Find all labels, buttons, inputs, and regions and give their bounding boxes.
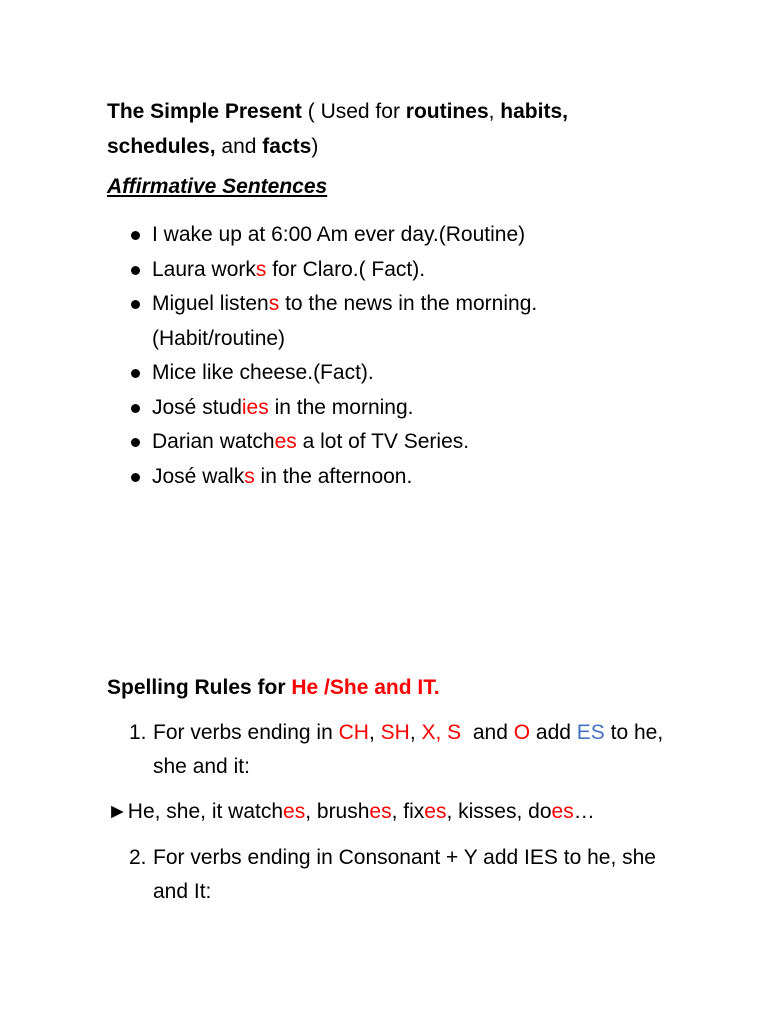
rule-number: 2. xyxy=(129,846,147,869)
example-suffix: es xyxy=(551,800,574,823)
rule-part: to he, she and it: xyxy=(153,721,664,778)
title-main: The Simple Present xyxy=(107,100,302,123)
title-schedules: schedules, xyxy=(107,135,216,158)
bullet-icon xyxy=(131,300,140,309)
rule-text xyxy=(129,716,669,784)
item-suffix: s xyxy=(268,292,280,315)
title-text: , xyxy=(488,100,501,123)
example-suffix: es xyxy=(369,800,392,823)
item-suffix: s xyxy=(244,464,255,488)
example-list xyxy=(107,218,667,494)
rule-text: For verbs ending in Consonant + Y add IES to he, she and It: xyxy=(153,846,656,903)
item-text: José stud xyxy=(152,395,242,419)
item-suffix: s xyxy=(255,257,267,281)
list-item xyxy=(107,253,667,288)
title-text: ( Used for xyxy=(301,100,406,123)
example-part: , fix xyxy=(391,800,425,823)
item-text: a lot of TV Series. xyxy=(296,430,470,453)
bullet-icon xyxy=(131,369,140,378)
item-suffix: ies xyxy=(241,395,269,419)
item-text: Darian watch xyxy=(152,430,275,453)
ending-sh: SH xyxy=(380,721,410,744)
ending-ch: CH xyxy=(338,721,369,744)
item-text: to the news in the morning. (Habit/routine) xyxy=(152,292,538,350)
item-text: Mice like cheese.(Fact). xyxy=(152,361,374,384)
list-item xyxy=(107,356,667,391)
item-text: in the morning. xyxy=(268,395,414,419)
example-line xyxy=(107,797,595,827)
rule-2 xyxy=(129,841,669,909)
bullet-icon xyxy=(131,231,140,240)
rule-part: add xyxy=(530,721,577,744)
example-part: … xyxy=(573,800,595,823)
title-text: ) xyxy=(311,135,319,158)
rule-1 xyxy=(129,716,669,784)
example-part: He, she, it watch xyxy=(127,800,284,823)
list-item xyxy=(107,391,667,426)
ending-x-s: X, S xyxy=(421,721,462,744)
item-suffix: es xyxy=(274,430,297,453)
list-item xyxy=(107,218,667,253)
example-part: , kisses, do xyxy=(446,800,552,823)
spelling-rules-heading xyxy=(107,673,440,703)
list-item xyxy=(107,460,667,495)
suffix-es: ES xyxy=(576,721,605,744)
title-text: and xyxy=(215,135,263,158)
rule-part: and xyxy=(461,721,514,744)
list-item xyxy=(107,287,667,356)
item-text: Miguel listen xyxy=(152,292,269,315)
bullet-icon xyxy=(131,404,140,413)
section-heading: Affirmative Sentences xyxy=(107,175,328,198)
title-routines: routines xyxy=(405,100,489,123)
example-suffix: es xyxy=(283,800,306,823)
item-text: José walk xyxy=(152,464,245,488)
heading-highlight: He /She and IT. xyxy=(291,676,440,699)
item-text: for Claro.( Fact). xyxy=(266,257,426,281)
rule-number: 1. xyxy=(129,721,147,744)
rule-part: , xyxy=(409,721,422,744)
arrow-icon: ► xyxy=(107,800,128,823)
rule-part: For verbs ending in xyxy=(153,721,339,744)
item-text: Laura work xyxy=(152,257,256,281)
ending-o: O xyxy=(513,721,531,744)
heading-text: Spelling Rules for xyxy=(107,676,292,699)
bullet-icon xyxy=(131,266,140,275)
bullet-icon xyxy=(131,473,140,482)
bullet-icon xyxy=(131,438,140,447)
item-text: I wake up at 6:00 Am ever day.(Routine) xyxy=(152,223,526,246)
example-part: , brush xyxy=(305,800,370,823)
list-item xyxy=(107,425,667,460)
example-suffix: es xyxy=(424,800,447,823)
rule-part: , xyxy=(368,721,381,744)
title-habits: habits, xyxy=(500,100,568,123)
item-text: in the afternoon. xyxy=(254,464,413,488)
title-facts: facts xyxy=(262,135,312,158)
page-title xyxy=(107,94,667,164)
